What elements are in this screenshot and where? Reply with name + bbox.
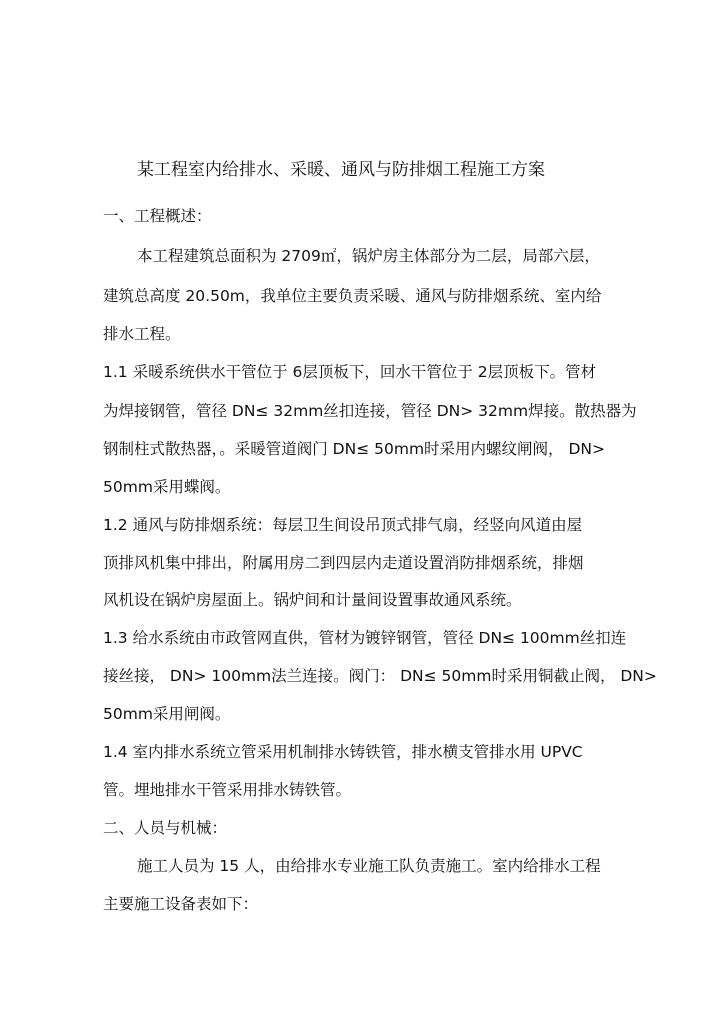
paragraph-line: 50mm采用闸阀。: [103, 705, 231, 723]
paragraph-line: 施工人员为 15 人，由给排水专业施工队负责施工。室内给排水工程: [137, 857, 601, 875]
paragraph-line: 1.4 室内排水系统立管采用机制排水铸铁管，排水横支管排水用 UPVC: [103, 743, 583, 761]
paragraph-line: 钢制柱式散热器，。采暖管道阀门 DN≤ 50mm时采用内螺纹闸阀， DN>: [103, 440, 605, 458]
paragraph-line: 建筑总高度 20.50m，我单位主要负责采暖、通风与防排烟系统、室内给: [103, 287, 602, 305]
section-heading-personnel: 二、人员与机械：: [103, 819, 228, 837]
paragraph-line: 1.1 采暖系统供水干管位于 6层顶板下，回水干管位于 2层顶板下。管材: [103, 363, 597, 381]
paragraph-line: 50mm采用蝶阀。: [103, 478, 231, 496]
document-title: 某工程室内给排水、采暖、通风与防排烟工程施工方案: [137, 160, 545, 180]
paragraph-line: 为焊接钢管，管径 DN≤ 32mm丝扣连接，管径 DN> 32mm焊接。散热器为: [103, 402, 637, 420]
paragraph-line: 管。埋地排水干管采用排水铸铁管。: [103, 781, 352, 799]
paragraph-line: 顶排风机集中排出，附属用房二到四层内走道设置消防排烟系统，排烟: [103, 554, 584, 572]
paragraph-line: 接丝接， DN> 100mm法兰连接。阀门： DN≤ 50mm时采用铜截止阀， DN>: [103, 667, 657, 685]
section-heading-overview: 一、工程概述：: [103, 207, 212, 225]
paragraph-line: 主要施工设备表如下：: [103, 895, 259, 913]
paragraph-line: 本工程建筑总面积为 2709㎡，锅炉房主体部分为二层，局部六层，: [137, 247, 600, 265]
paragraph-line: 1.2 通风与防排烟系统：每层卫生间设吊顶式排气扇，经竖向风道由屋: [103, 516, 583, 534]
paragraph-line: 1.3 给水系统由市政管网直供，管材为镀锌钢管，管径 DN≤ 100mm丝扣连: [103, 629, 627, 647]
paragraph-line: 风机设在锅炉房屋面上。锅炉间和计量间设置事故通风系统。: [103, 591, 522, 609]
paragraph-line: 排水工程。: [103, 325, 181, 343]
